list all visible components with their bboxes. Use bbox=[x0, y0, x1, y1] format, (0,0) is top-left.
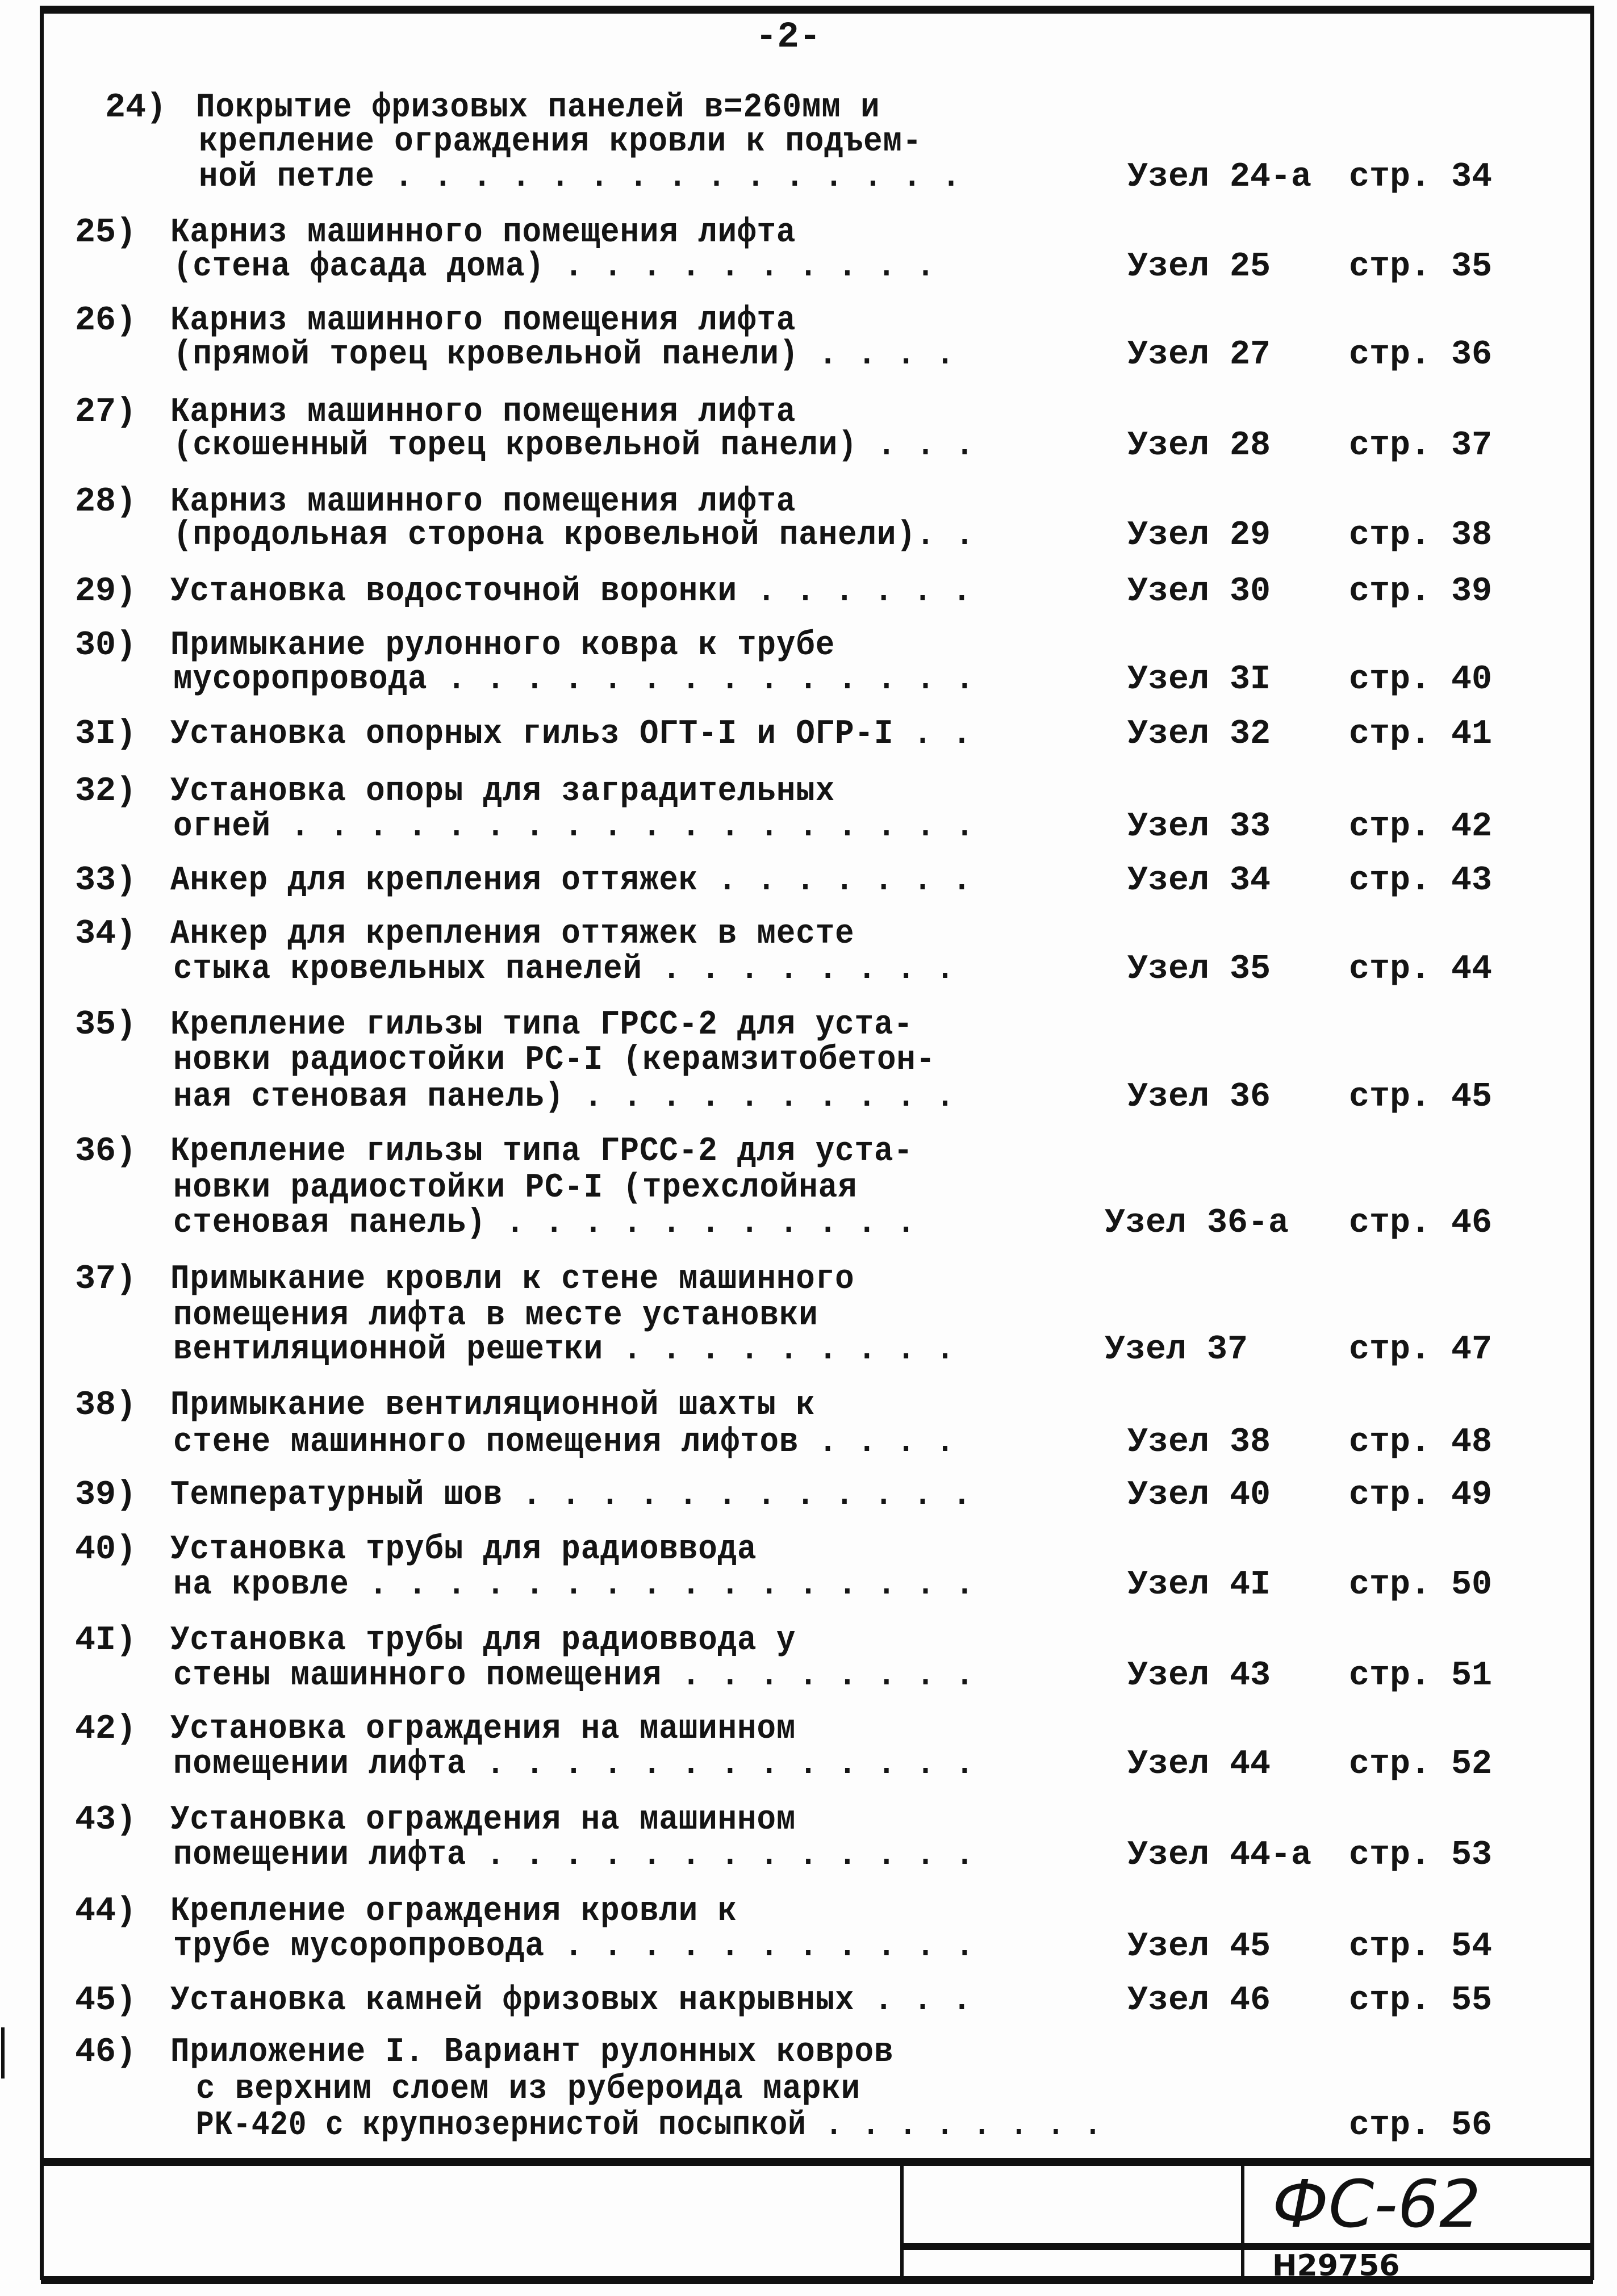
entry-node: Узел 33 bbox=[1127, 808, 1271, 846]
title-block-divider-2 bbox=[1241, 2165, 1244, 2281]
entry-page: стр. 39 bbox=[1349, 572, 1493, 611]
entry-text-line: Крепление ограждения кровли к bbox=[170, 1892, 738, 1931]
entry-text-line: Установка ограждения на машинном bbox=[170, 1801, 796, 1839]
entry-node: Узел 40 bbox=[1127, 1476, 1271, 1515]
entry-page: стр. 45 bbox=[1349, 1078, 1493, 1116]
entry-text-line: помещении лифта . . . . . . . . . . . . . bbox=[173, 1745, 975, 1784]
title-block-divider-1 bbox=[900, 2165, 904, 2281]
entry-text-line: (стена фасада дома) . . . . . . . . . . bbox=[173, 248, 936, 286]
entry-page: стр. 51 bbox=[1349, 1657, 1493, 1695]
entry-node: Узел 27 bbox=[1127, 336, 1271, 374]
entry-text-line: Установка опоры для заградительных bbox=[170, 772, 835, 811]
entry-node: Узел 32 bbox=[1127, 715, 1271, 754]
entry-text-line: Карниз машинного помещения лифта bbox=[170, 302, 796, 340]
entry-number: 33) bbox=[75, 861, 137, 900]
entry-text-line: (скошенный торец кровельной панели) . . . bbox=[173, 426, 975, 465]
entry-number: 45) bbox=[75, 1981, 137, 2020]
entry-number: 30) bbox=[75, 626, 137, 665]
entry-text-line: Покрытие фризовых панелей в=260мм и bbox=[196, 89, 880, 127]
entry-page: стр. 46 bbox=[1349, 1204, 1493, 1243]
entry-text-line: крепление ограждения кровли к подъем- bbox=[199, 123, 922, 161]
entry-node: Узел 46 bbox=[1127, 1981, 1271, 2020]
entry-page: стр. 44 bbox=[1349, 950, 1493, 989]
entry-text-line: (прямой торец кровельной панели) . . . . bbox=[173, 336, 955, 374]
entry-page: стр. 41 bbox=[1349, 715, 1493, 754]
entry-number: 27) bbox=[75, 393, 137, 432]
entry-page: стр. 49 bbox=[1349, 1476, 1493, 1515]
entry-node: Узел 28 bbox=[1127, 426, 1271, 465]
entry-text-line: мусоропровода . . . . . . . . . . . . . . bbox=[173, 660, 975, 699]
entry-number: 26) bbox=[75, 302, 137, 340]
entry-page: стр. 56 bbox=[1349, 2106, 1493, 2145]
entry-number: 42) bbox=[75, 1710, 137, 1749]
entry-text-line: новки радиостойки PC-I (керамзитобетон- bbox=[173, 1041, 936, 1080]
entry-number: 39) bbox=[75, 1476, 137, 1515]
entry-page: стр. 50 bbox=[1349, 1566, 1493, 1604]
entry-text-line: стены машинного помещения . . . . . . . . bbox=[173, 1657, 975, 1695]
entry-node: Узел 35 bbox=[1127, 950, 1271, 989]
entry-node: Узел 44-а bbox=[1127, 1836, 1312, 1875]
entry-page: стр. 35 bbox=[1349, 248, 1493, 286]
entry-node: Узел 24-а bbox=[1127, 158, 1312, 196]
entry-node: Узел 44 bbox=[1127, 1745, 1271, 1784]
entry-text-line: Примыкание рулонного ковра к трубе bbox=[170, 626, 835, 665]
entry-text-line: Карниз машинного помещения лифта bbox=[170, 393, 796, 432]
entry-page: стр. 47 bbox=[1349, 1331, 1493, 1369]
entry-page: стр. 54 bbox=[1349, 1927, 1493, 1966]
entry-node: Узел 43 bbox=[1127, 1657, 1271, 1695]
entry-text-line: Крепление гильзы типа ГРСС-2 для уста- bbox=[170, 1006, 913, 1044]
entry-node: Узел 45 bbox=[1127, 1927, 1271, 1966]
entry-text-line: с верхним слоем из рубероида марки bbox=[196, 2070, 861, 2109]
entry-text-line: Примыкание вентиляционной шахты к bbox=[170, 1386, 816, 1425]
entry-number: 36) bbox=[75, 1132, 137, 1171]
entry-number: 43) bbox=[75, 1801, 137, 1839]
frame-top-border bbox=[41, 6, 1593, 14]
entry-node: Узел 37 bbox=[1105, 1331, 1248, 1369]
entry-text-line: стыка кровельных панелей . . . . . . . . bbox=[173, 950, 955, 989]
entry-text-line: стене машинного помещения лифтов . . . . bbox=[173, 1423, 955, 1462]
inventory-number: Н29756 bbox=[1272, 2249, 1400, 2283]
entry-page: стр. 42 bbox=[1349, 808, 1493, 846]
entry-text-line: Установка трубы для радиоввода bbox=[170, 1530, 757, 1569]
entry-node: Узел 4I bbox=[1127, 1566, 1271, 1604]
title-block-top-line bbox=[41, 2158, 1593, 2166]
entry-text-line: Анкер для крепления оттяжек в месте bbox=[170, 915, 855, 953]
entry-number: 3I) bbox=[75, 715, 137, 754]
entry-page: стр. 53 bbox=[1349, 1836, 1493, 1875]
entry-node: Узел 38 bbox=[1127, 1423, 1271, 1462]
entry-page: стр. 38 bbox=[1349, 516, 1493, 555]
entry-text-line: Крепление гильзы типа ГРСС-2 для уста- bbox=[170, 1132, 913, 1171]
entry-page: стр. 37 bbox=[1349, 426, 1493, 465]
entry-number: 35) bbox=[75, 1006, 137, 1044]
entry-number: 34) bbox=[75, 915, 137, 953]
entry-text-line: Установка ограждения на машинном bbox=[170, 1710, 796, 1749]
page-number: -2- bbox=[755, 17, 821, 58]
entry-node: Узел 36 bbox=[1127, 1078, 1271, 1116]
entry-number: 32) bbox=[75, 772, 137, 811]
entry-number: 25) bbox=[75, 214, 137, 252]
entry-number: 24) bbox=[105, 89, 167, 127]
entry-text-line: РК-420 с крупнозернистой посыпкой . . . . . . . . bbox=[196, 2106, 1102, 2145]
entry-page: стр. 52 bbox=[1349, 1745, 1493, 1784]
entry-text-line: Карниз машинного помещения лифта bbox=[170, 483, 796, 521]
entry-text-line: Карниз машинного помещения лифта bbox=[170, 214, 796, 252]
title-block-middle-line bbox=[902, 2243, 1592, 2250]
entry-text-line: вентиляционной решетки . . . . . . . . . bbox=[173, 1331, 955, 1369]
document-code: ФС-62 bbox=[1272, 2167, 1481, 2243]
margin-mark bbox=[1, 2027, 5, 2078]
entry-text-line: Температурный шов . . . . . . . . . . . . bbox=[170, 1476, 972, 1515]
entry-text-line: (продольная сторона кровельной панели). . bbox=[173, 516, 975, 555]
entry-text-line: огней . . . . . . . . . . . . . . . . . . bbox=[173, 808, 975, 846]
entry-text-line: Примыкание кровли к стене машинного bbox=[170, 1260, 855, 1299]
entry-number: 37) bbox=[75, 1260, 137, 1299]
entry-node: Узел 36-а bbox=[1105, 1204, 1289, 1243]
entry-page: стр. 55 bbox=[1349, 1981, 1493, 2020]
entry-number: 44) bbox=[75, 1892, 137, 1931]
entry-text-line: Установка трубы для радиоввода у bbox=[170, 1621, 796, 1660]
entry-page: стр. 43 bbox=[1349, 861, 1493, 900]
entry-text-line: ной петле . . . . . . . . . . . . . . . bbox=[199, 158, 962, 196]
entry-number: 38) bbox=[75, 1386, 137, 1425]
entry-text-line: помещения лифта в месте установки bbox=[173, 1297, 818, 1335]
entry-number: 4I) bbox=[75, 1621, 137, 1660]
entry-node: Узел 3I bbox=[1127, 660, 1271, 699]
entry-text-line: Установка опорных гильз ОГТ-I и ОГР-I . . bbox=[170, 715, 972, 754]
entry-number: 29) bbox=[75, 572, 137, 611]
entry-text-line: стеновая панель) . . . . . . . . . . . bbox=[173, 1204, 916, 1243]
entry-number: 46) bbox=[75, 2033, 137, 2072]
entry-text-line: трубе мусоропровода . . . . . . . . . . . bbox=[173, 1927, 975, 1966]
entry-node: Узел 34 bbox=[1127, 861, 1271, 900]
entry-node: Узел 29 bbox=[1127, 516, 1271, 555]
entry-number: 28) bbox=[75, 483, 137, 521]
frame-left-border bbox=[40, 6, 44, 2280]
entry-text-line: ная стеновая панель) . . . . . . . . . . bbox=[173, 1078, 955, 1116]
entry-text-line: Установка водосточной воронки . . . . . . bbox=[170, 572, 972, 611]
entry-text-line: Приложение I. Вариант рулонных ковров bbox=[170, 2033, 894, 2072]
entry-text-line: Установка камней фризовых накрывных . . . bbox=[170, 1981, 972, 2020]
entry-text-line: Анкер для крепления оттяжек . . . . . . . bbox=[170, 861, 972, 900]
entry-text-line: помещении лифта . . . . . . . . . . . . . bbox=[173, 1836, 975, 1875]
entry-node: Узел 25 bbox=[1127, 248, 1271, 286]
frame-right-border bbox=[1590, 6, 1594, 2280]
entry-text-line: новки радиостойки PC-I (трехслойная bbox=[173, 1169, 858, 1207]
entry-page: стр. 40 bbox=[1349, 660, 1493, 699]
entry-page: стр. 48 bbox=[1349, 1423, 1493, 1462]
entry-page: стр. 36 bbox=[1349, 336, 1493, 374]
entry-page: стр. 34 bbox=[1349, 158, 1493, 196]
entry-node: Узел 30 bbox=[1127, 572, 1271, 611]
entry-text-line: на кровле . . . . . . . . . . . . . . . . bbox=[173, 1566, 975, 1604]
entry-number: 40) bbox=[75, 1530, 137, 1569]
